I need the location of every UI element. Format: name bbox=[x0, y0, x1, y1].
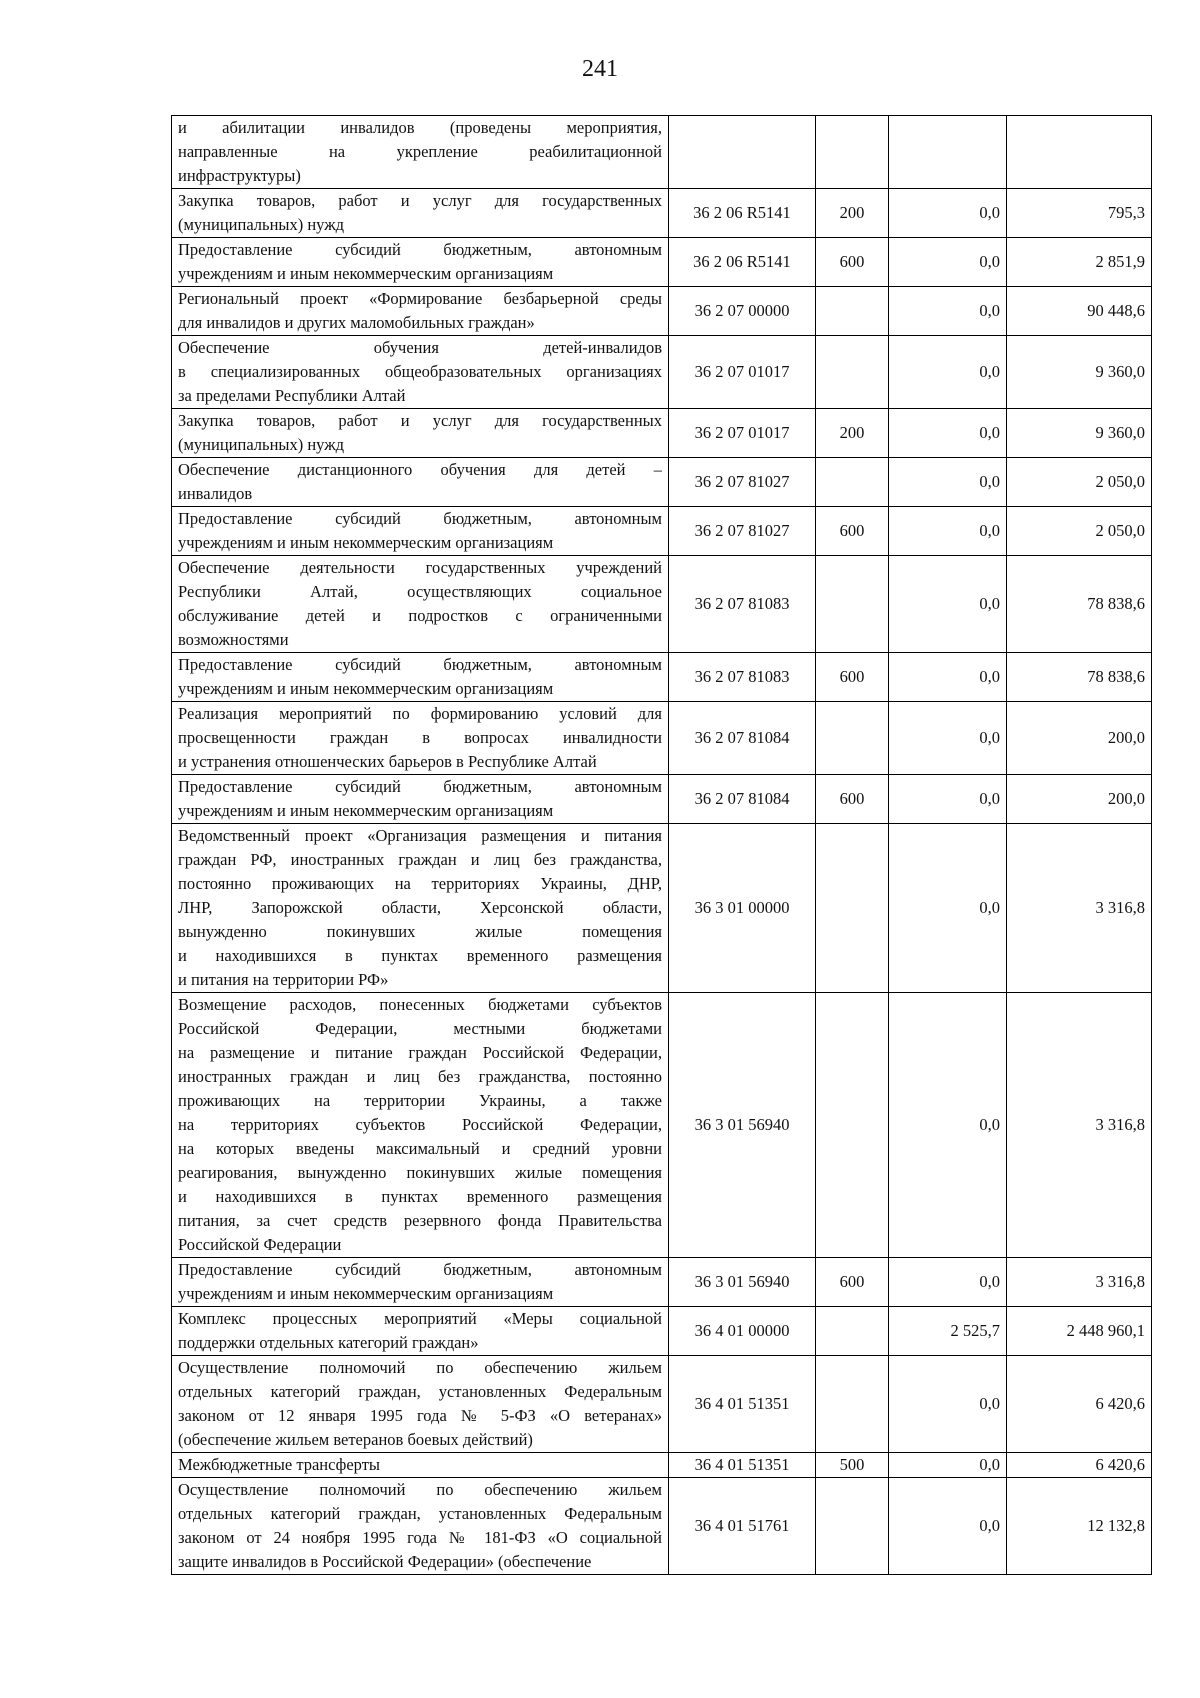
row-name-line: законом от 12 января 1995 года № 5-ФЗ «О ветеранах» bbox=[178, 1406, 662, 1425]
row-name-line: (муниципальных) нужд bbox=[178, 435, 345, 454]
row-code-cell: 36 4 01 51351 bbox=[669, 1453, 816, 1478]
row-code-cell: 36 4 01 00000 bbox=[669, 1307, 816, 1356]
row-name-line: учреждениям и иным некоммерческим организациям bbox=[178, 1284, 554, 1303]
row-name-line: инвалидов bbox=[178, 484, 253, 503]
row-code-cell: 36 2 06 R5141 bbox=[669, 189, 816, 238]
row-value-2-cell: 90 448,6 bbox=[1007, 287, 1152, 336]
row-name-line: Обеспечение обучения детей-инвалидов bbox=[178, 338, 662, 357]
row-name-line: и питания на территории РФ» bbox=[178, 970, 389, 989]
row-code-cell: 36 2 07 01017 bbox=[669, 336, 816, 409]
row-name-cell bbox=[172, 556, 669, 653]
row-expense-type-cell bbox=[816, 1307, 889, 1356]
row-expense-type-cell: 600 bbox=[816, 238, 889, 287]
row-name-line: Предоставление субсидий бюджетным, автономным bbox=[178, 509, 662, 528]
row-name-line: Российской Федерации bbox=[178, 1235, 342, 1254]
row-name-line: Закупка товаров, работ и услуг для государственных bbox=[178, 191, 662, 210]
row-name-line: законом от 24 ноября 1995 года № 181-ФЗ «О социальной bbox=[178, 1528, 662, 1547]
row-value-2-cell: 2 448 960,1 bbox=[1007, 1307, 1152, 1356]
row-value-1-cell: 0,0 bbox=[889, 1478, 1007, 1575]
row-value-1-cell: 0,0 bbox=[889, 287, 1007, 336]
row-value-1-cell: 0,0 bbox=[889, 775, 1007, 824]
row-name-line: иностранных граждан и лиц без гражданства, постоянно bbox=[178, 1067, 662, 1086]
row-value-2-cell: 6 420,6 bbox=[1007, 1356, 1152, 1453]
row-name-cell bbox=[172, 507, 669, 556]
table-row bbox=[172, 238, 1152, 287]
row-name-cell bbox=[172, 336, 669, 409]
row-name-line: инфраструктуры) bbox=[178, 166, 301, 185]
row-expense-type-cell: 200 bbox=[816, 409, 889, 458]
table-row bbox=[172, 1453, 1152, 1478]
row-value-1-cell: 0,0 bbox=[889, 458, 1007, 507]
row-name-line: обслуживание детей и подростков с ограниченными bbox=[178, 606, 662, 625]
row-name-line: учреждениям и иным некоммерческим организациям bbox=[178, 533, 554, 552]
table-row bbox=[172, 775, 1152, 824]
row-name-line: Российской Федерации, местными бюджетами bbox=[178, 1019, 662, 1038]
row-name-line: ЛНР, Запорожской области, Херсонской области, bbox=[178, 898, 662, 917]
row-name-line: за пределами Республики Алтай bbox=[178, 386, 406, 405]
row-name-cell bbox=[172, 1478, 669, 1575]
row-value-2-cell: 795,3 bbox=[1007, 189, 1152, 238]
row-value-2-cell: 6 420,6 bbox=[1007, 1453, 1152, 1478]
row-name-line: и находившихся в пунктах временного размещения bbox=[178, 1187, 662, 1206]
row-name-line: защите инвалидов в Российской Федерации» (обеспечение bbox=[178, 1552, 592, 1571]
row-name-line: Региональный проект «Формирование безбарьерной среды bbox=[178, 289, 662, 308]
table-row bbox=[172, 556, 1152, 653]
row-value-2-cell: 78 838,6 bbox=[1007, 653, 1152, 702]
row-value-1-cell: 0,0 bbox=[889, 653, 1007, 702]
row-value-2-cell: 2 050,0 bbox=[1007, 507, 1152, 556]
row-expense-type-cell bbox=[816, 1478, 889, 1575]
row-name-cell bbox=[172, 189, 669, 238]
row-code-cell: 36 2 07 81027 bbox=[669, 458, 816, 507]
row-name-line: реагирования, вынужденно покинувших жилые помещения bbox=[178, 1163, 662, 1182]
row-name-line: проживающих на территории Украины, а также bbox=[178, 1091, 662, 1110]
row-name-line: возможностями bbox=[178, 630, 289, 649]
row-value-1-cell: 0,0 bbox=[889, 1258, 1007, 1307]
row-name-line: вынужденно покинувших жилые помещения bbox=[178, 922, 662, 941]
row-name-cell bbox=[172, 824, 669, 993]
budget-table bbox=[171, 115, 1152, 1575]
row-name-cell bbox=[172, 409, 669, 458]
table-row bbox=[172, 287, 1152, 336]
table-row bbox=[172, 189, 1152, 238]
row-name-cell bbox=[172, 238, 669, 287]
table-row bbox=[172, 116, 1152, 189]
row-expense-type-cell bbox=[816, 287, 889, 336]
row-name-line: Предоставление субсидий бюджетным, автономным bbox=[178, 655, 662, 674]
row-expense-type-cell: 600 bbox=[816, 1258, 889, 1307]
row-value-2-cell: 3 316,8 bbox=[1007, 993, 1152, 1258]
row-name-line: Возмещение расходов, понесенных бюджетами субъектов bbox=[178, 995, 662, 1014]
row-value-1-cell: 0,0 bbox=[889, 824, 1007, 993]
table-row bbox=[172, 824, 1152, 993]
row-name-cell bbox=[172, 287, 669, 336]
row-name-line: и находившихся в пунктах временного размещения bbox=[178, 946, 662, 965]
row-expense-type-cell: 600 bbox=[816, 653, 889, 702]
row-value-2-cell bbox=[1007, 116, 1152, 189]
row-name-cell bbox=[172, 1258, 669, 1307]
row-name-cell bbox=[172, 1307, 669, 1356]
row-expense-type-cell: 600 bbox=[816, 775, 889, 824]
row-value-2-cell: 78 838,6 bbox=[1007, 556, 1152, 653]
row-name-line: на которых введены максимальный и средний уровни bbox=[178, 1139, 662, 1158]
row-name-line: Предоставление субсидий бюджетным, автономным bbox=[178, 240, 662, 259]
row-name-cell bbox=[172, 993, 669, 1258]
row-name-line: отдельных категорий граждан, установленных Федеральным bbox=[178, 1504, 662, 1523]
row-code-cell: 36 2 07 81084 bbox=[669, 702, 816, 775]
row-value-1-cell: 2 525,7 bbox=[889, 1307, 1007, 1356]
table-row bbox=[172, 458, 1152, 507]
row-expense-type-cell bbox=[816, 702, 889, 775]
row-name-line: Закупка товаров, работ и услуг для государственных bbox=[178, 411, 662, 430]
row-code-cell: 36 3 01 56940 bbox=[669, 1258, 816, 1307]
row-name-line: учреждениям и иным некоммерческим организациям bbox=[178, 679, 554, 698]
row-code-cell: 36 2 07 81084 bbox=[669, 775, 816, 824]
row-name-line: питания, за счет средств резервного фонда Правительства bbox=[178, 1211, 662, 1230]
row-value-1-cell: 0,0 bbox=[889, 336, 1007, 409]
row-name-line: Комплекс процессных мероприятий «Меры социальной bbox=[178, 1309, 662, 1328]
table-row bbox=[172, 336, 1152, 409]
row-name-line: и устранения отношенческих барьеров в Республике Алтай bbox=[178, 752, 597, 771]
table-row bbox=[172, 1307, 1152, 1356]
row-value-1-cell: 0,0 bbox=[889, 1453, 1007, 1478]
row-expense-type-cell bbox=[816, 336, 889, 409]
row-value-2-cell: 2 050,0 bbox=[1007, 458, 1152, 507]
row-value-2-cell: 200,0 bbox=[1007, 702, 1152, 775]
row-name-line: и абилитации инвалидов (проведены мероприятия, bbox=[178, 118, 662, 137]
row-name-line: Осуществление полномочий по обеспечению жильем bbox=[178, 1480, 662, 1499]
table-row bbox=[172, 993, 1152, 1258]
row-code-cell: 36 4 01 51351 bbox=[669, 1356, 816, 1453]
row-name-line: направленные на укрепление реабилитационной bbox=[178, 142, 662, 161]
row-code-cell bbox=[669, 116, 816, 189]
row-expense-type-cell bbox=[816, 556, 889, 653]
row-code-cell: 36 2 07 01017 bbox=[669, 409, 816, 458]
row-name-line: (обеспечение жильем ветеранов боевых действий) bbox=[178, 1430, 533, 1449]
row-value-1-cell: 0,0 bbox=[889, 702, 1007, 775]
row-value-2-cell: 3 316,8 bbox=[1007, 1258, 1152, 1307]
row-value-1-cell: 0,0 bbox=[889, 409, 1007, 458]
row-value-1-cell: 0,0 bbox=[889, 507, 1007, 556]
row-name-line: учреждениям и иным некоммерческим организациям bbox=[178, 264, 554, 283]
row-name-line: Республики Алтай, осуществляющих социальное bbox=[178, 582, 662, 601]
table-row bbox=[172, 409, 1152, 458]
row-name-line: поддержки отдельных категорий граждан» bbox=[178, 1333, 479, 1352]
row-name-cell bbox=[172, 116, 669, 189]
row-value-1-cell: 0,0 bbox=[889, 1356, 1007, 1453]
table-row bbox=[172, 1258, 1152, 1307]
row-expense-type-cell: 600 bbox=[816, 507, 889, 556]
row-expense-type-cell: 500 bbox=[816, 1453, 889, 1478]
table-row bbox=[172, 1478, 1152, 1575]
page-number: 241 bbox=[582, 56, 618, 82]
row-name-cell bbox=[172, 653, 669, 702]
row-code-cell: 36 3 01 00000 bbox=[669, 824, 816, 993]
row-code-cell: 36 2 07 81083 bbox=[669, 653, 816, 702]
row-value-2-cell: 3 316,8 bbox=[1007, 824, 1152, 993]
row-name-line: Реализация мероприятий по формированию условий для bbox=[178, 704, 662, 723]
table-row bbox=[172, 507, 1152, 556]
row-name-line: Предоставление субсидий бюджетным, автономным bbox=[178, 1260, 662, 1279]
row-value-1-cell: 0,0 bbox=[889, 238, 1007, 287]
row-code-cell: 36 3 01 56940 bbox=[669, 993, 816, 1258]
row-expense-type-cell: 200 bbox=[816, 189, 889, 238]
row-name-line: Ведомственный проект «Организация размещения и питания bbox=[178, 826, 662, 845]
row-code-cell: 36 2 06 R5141 bbox=[669, 238, 816, 287]
row-value-2-cell: 9 360,0 bbox=[1007, 409, 1152, 458]
row-name-line: постоянно проживающих на территориях Украины, ДНР, bbox=[178, 874, 662, 893]
row-expense-type-cell bbox=[816, 1356, 889, 1453]
row-value-1-cell: 0,0 bbox=[889, 189, 1007, 238]
row-name-line: в специализированных общеобразовательных организациях bbox=[178, 362, 662, 381]
row-code-cell: 36 2 07 81083 bbox=[669, 556, 816, 653]
row-name-cell bbox=[172, 702, 669, 775]
table-row bbox=[172, 653, 1152, 702]
row-expense-type-cell bbox=[816, 458, 889, 507]
row-value-2-cell: 9 360,0 bbox=[1007, 336, 1152, 409]
row-name-cell bbox=[172, 1453, 669, 1478]
row-name-line: граждан РФ, иностранных граждан и лиц без гражданства, bbox=[178, 850, 662, 869]
row-code-cell: 36 2 07 81027 bbox=[669, 507, 816, 556]
row-name-line: Обеспечение деятельности государственных учреждений bbox=[178, 558, 662, 577]
row-value-1-cell: 0,0 bbox=[889, 556, 1007, 653]
row-value-2-cell: 12 132,8 bbox=[1007, 1478, 1152, 1575]
row-expense-type-cell bbox=[816, 824, 889, 993]
row-code-cell: 36 2 07 00000 bbox=[669, 287, 816, 336]
row-name-line: просвещенности граждан в вопросах инвалидности bbox=[178, 728, 662, 747]
row-expense-type-cell bbox=[816, 116, 889, 189]
row-name-cell bbox=[172, 458, 669, 507]
row-value-2-cell: 200,0 bbox=[1007, 775, 1152, 824]
row-expense-type-cell bbox=[816, 993, 889, 1258]
row-name-line: отдельных категорий граждан, установленных Федеральным bbox=[178, 1382, 662, 1401]
table-row bbox=[172, 1356, 1152, 1453]
table-row bbox=[172, 702, 1152, 775]
row-value-1-cell: 0,0 bbox=[889, 993, 1007, 1258]
row-name-line: на территориях субъектов Российской Федерации, bbox=[178, 1115, 662, 1134]
row-name-cell bbox=[172, 775, 669, 824]
row-name-line: на размещение и питание граждан Российской Федерации, bbox=[178, 1043, 662, 1062]
row-code-cell: 36 4 01 51761 bbox=[669, 1478, 816, 1575]
row-value-2-cell: 2 851,9 bbox=[1007, 238, 1152, 287]
row-name-line: Межбюджетные трансферты bbox=[178, 1455, 381, 1474]
row-name-line: Осуществление полномочий по обеспечению жильем bbox=[178, 1358, 662, 1377]
row-value-1-cell bbox=[889, 116, 1007, 189]
row-name-line: (муниципальных) нужд bbox=[178, 215, 345, 234]
row-name-line: Обеспечение дистанционного обучения для детей – bbox=[178, 460, 662, 479]
row-name-line: Предоставление субсидий бюджетным, автономным bbox=[178, 777, 662, 796]
row-name-line: для инвалидов и других маломобильных граждан» bbox=[178, 313, 535, 332]
row-name-line: учреждениям и иным некоммерческим организациям bbox=[178, 801, 554, 820]
row-name-cell bbox=[172, 1356, 669, 1453]
